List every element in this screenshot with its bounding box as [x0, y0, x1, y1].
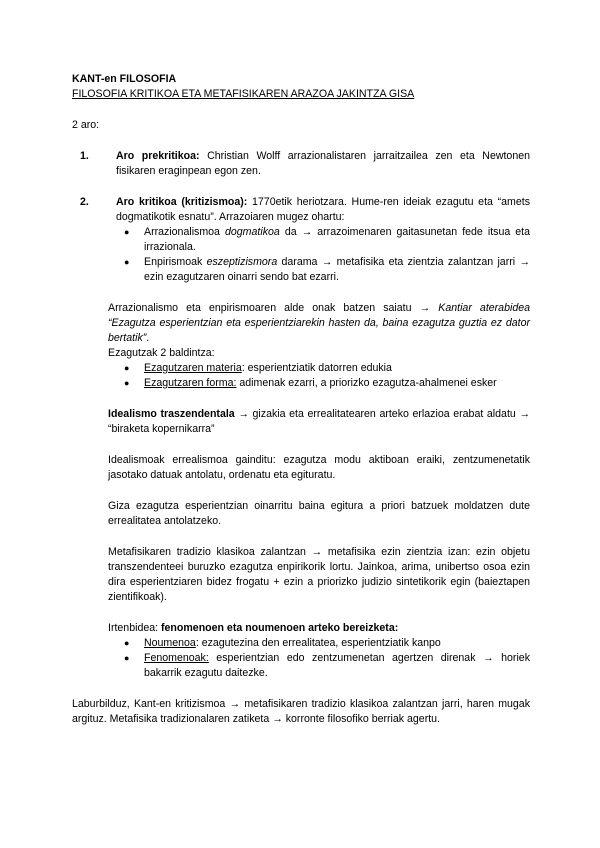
conclusion-paragraph: Laburbilduz, Kant-en kritizismoa → metafisikaren tradizio klasikoa zalantzan jarri, haren mugak argituz. Metafisika tradizionalaren zatiketa → korronte filosofiko berriak agertu. — [72, 698, 530, 725]
document-subtitle: FILOSOFIA KRITIKOA ETA METAFISIKAREN ARAZOA JAKINTZA GISA — [72, 88, 415, 100]
document-page — [72, 72, 530, 727]
metaphysics-paragraph: Metafisikaren tradizio klasikoa zalantzan → metafisika ezin zientzia izan: ezin objetu transzendenteei buruzko ezagutza enpirikorik lortu. Jainkoa, arima, unibertso osoa ezin dira esperientziaren bidez frogatu + ezin a priorizko judizio sintetikorik egin (baieztapen zientifikoak). — [108, 546, 530, 603]
bullet-item: ● Noumenoa: ezagutezina den errealitatea, esperientziatik kanpo — [108, 636, 530, 651]
period-text: Christian Wolff arrazionalistaren jarraitzailea zen eta Newtonen fisikaren eraginpean egon zen. — [116, 150, 530, 177]
conditions-intro: Ezagutzak 2 baldintza: — [108, 347, 215, 359]
conditions-bullet-list — [108, 361, 530, 391]
bullet-item: ● Ezagutzaren materia: esperientziatik datorren edukia — [108, 361, 530, 376]
idealism-paragraph: Idealismoak errealismoa gainditu: ezagutza modu aktiboan eraiki, zentzumenetatik jasotako datuak antolatu, ordenatu eta egituratu. — [108, 454, 530, 481]
bullet-item: ● Enpirismoak eszeptizismora darama → metafisika eta zientzia zalantzan jarri → ezin ezagutzaren oinarri sendo bat ezarri. — [108, 255, 530, 285]
periods-intro: 2 aro: — [72, 119, 100, 131]
kantian-path-text: Arrazionalismo eta enpirismoaren alde onak batzen saiatu → Kantiar aterabidea “Ezagutza esperientzian eta esperientziarekin hasten da, baina ezagutza guztia ez dator bertatik”. — [108, 302, 530, 344]
document-title: KANT-en FILOSOFIA — [72, 73, 177, 85]
period-item-2 — [80, 195, 530, 285]
human-knowledge-paragraph: Giza ezagutza esperientzian oinarritu baina egitura a priori batzuek moldatzen dute errealitatea antolatzeko. — [108, 500, 530, 527]
idealism-heading: Idealismo traszendentala → gizakia eta errealitatearen arteko erlazioa erabat aldatu → “biraketa kopernikarra” — [108, 408, 530, 435]
period-number: 1. — [80, 150, 89, 162]
period-number: 2. — [80, 196, 89, 208]
bullet-item: ● Arrazionalismoa dogmatikoa da → arrazoimenaren gaitasunetan fede itsua eta irrazionala. — [108, 225, 530, 255]
period-text: 1770etik heriotzara. Hume-ren ideiak ezagutu eta “amets dogmatikotik esnatu”. Arrazoiaren mugez ohartu: — [116, 196, 530, 223]
period-label: Aro kritikoa (kritizismoa): — [116, 196, 248, 208]
period-item-1 — [80, 149, 530, 179]
solution-heading: Irtenbidea: fenomenoen eta noumenoen arteko bereizketa: — [108, 622, 399, 634]
solution-bullet-list — [108, 636, 530, 681]
bullet-item: ● Fenomenoak: esperientzian edo zentzumenetan agertzen direnak → horiek bakarrik ezagutu daitezke. — [108, 651, 530, 681]
critique-bullet-list — [108, 225, 530, 285]
kantian-solution-block — [108, 301, 530, 681]
period-label: Aro prekritikoa: — [116, 150, 200, 162]
bullet-item: ● Ezagutzaren forma: adimenak ezarri, a priorizko ezagutza-ahalmenei esker — [108, 376, 530, 391]
